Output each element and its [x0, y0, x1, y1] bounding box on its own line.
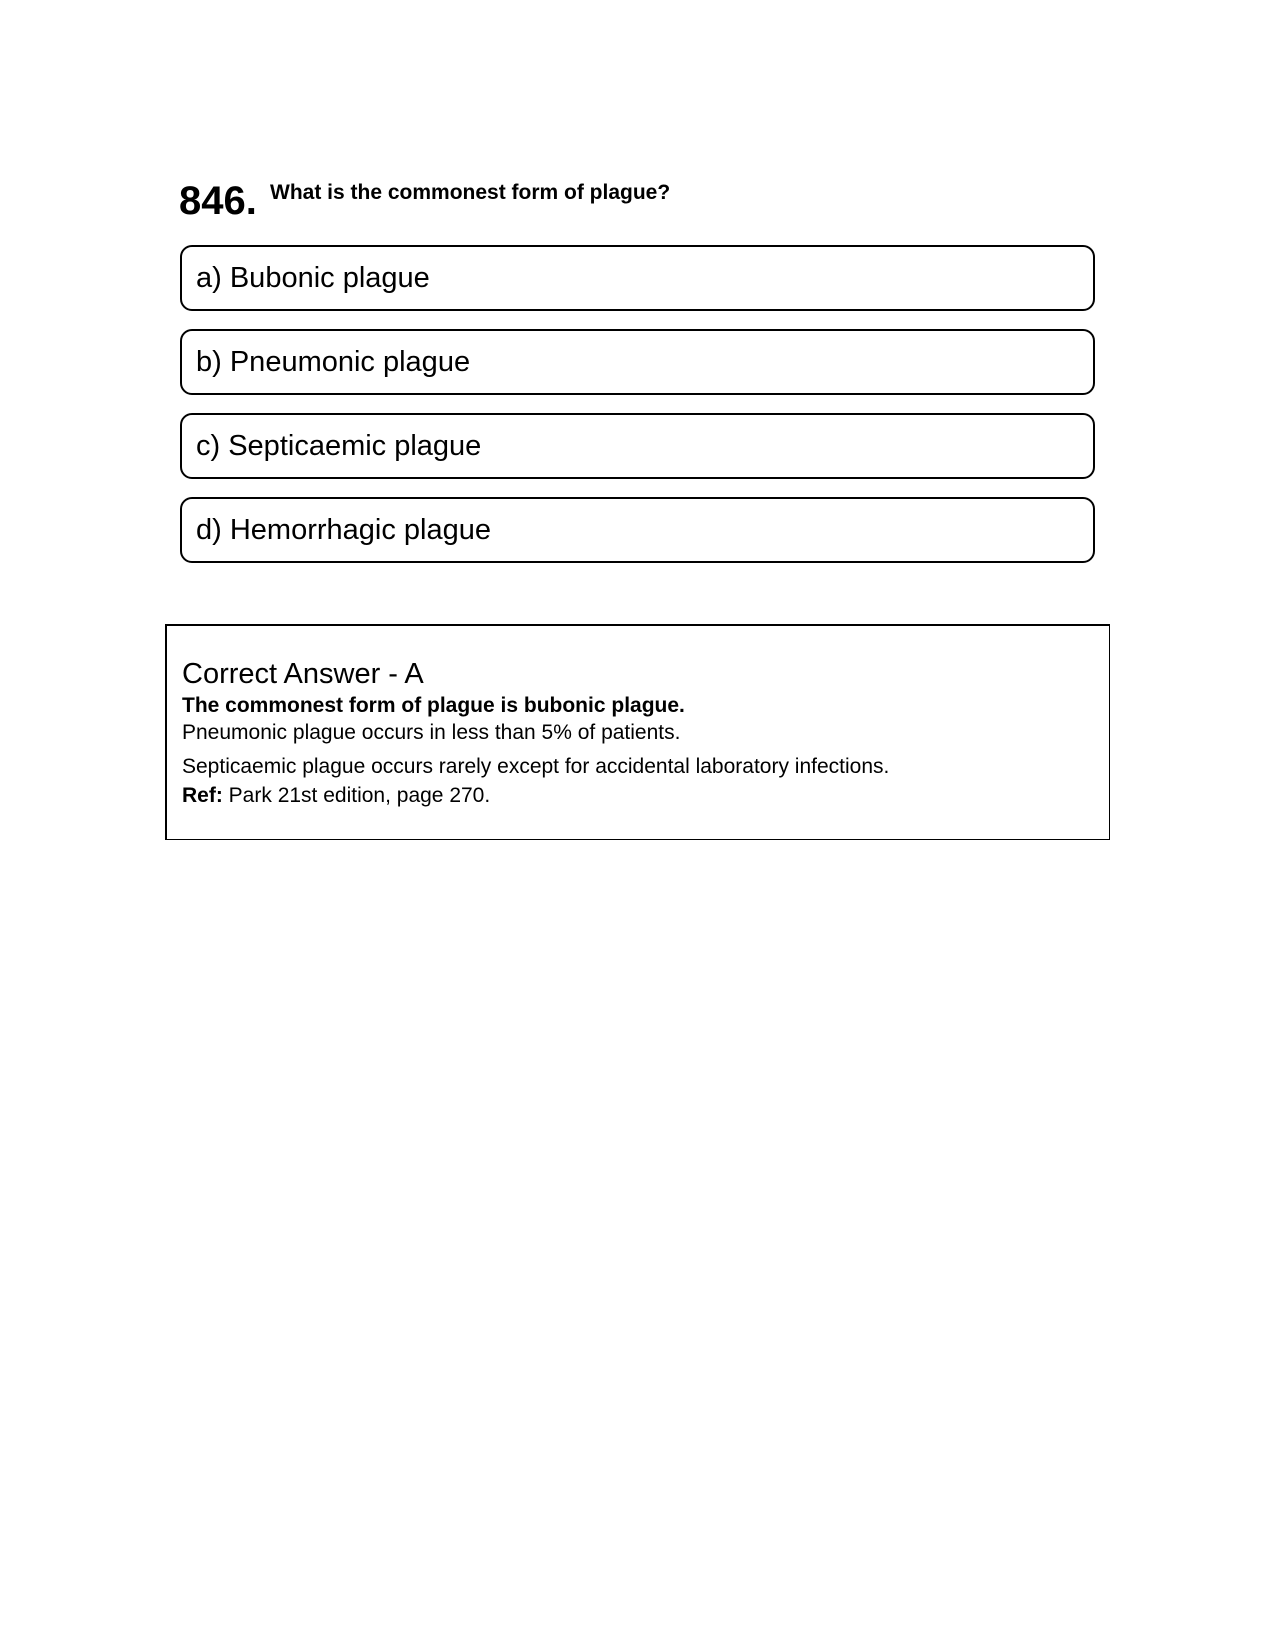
option-a[interactable]: a) Bubonic plague — [180, 245, 1095, 311]
option-d[interactable]: d) Hemorrhagic plague — [180, 497, 1095, 563]
answer-summary: The commonest form of plague is bubonic plague. — [182, 694, 685, 717]
answer-detail-1: Pneumonic plague occurs in less than 5% of patients. — [182, 721, 681, 744]
reference-text: Park 21st edition, page 270. — [222, 784, 491, 807]
option-c[interactable]: c) Septicaemic plague — [180, 413, 1095, 479]
question-number: 846. — [179, 179, 257, 223]
option-b[interactable]: b) Pneumonic plague — [180, 329, 1095, 395]
correct-answer-title: Correct Answer - A — [182, 658, 424, 690]
reference-line — [182, 783, 490, 809]
question-text: What is the commonest form of plague? — [270, 181, 671, 204]
answer-explanation-box — [165, 624, 1110, 840]
reference-label: Ref: — [182, 784, 223, 807]
answer-detail-2: Septicaemic plague occurs rarely except for accidental laboratory infections. — [182, 755, 890, 778]
